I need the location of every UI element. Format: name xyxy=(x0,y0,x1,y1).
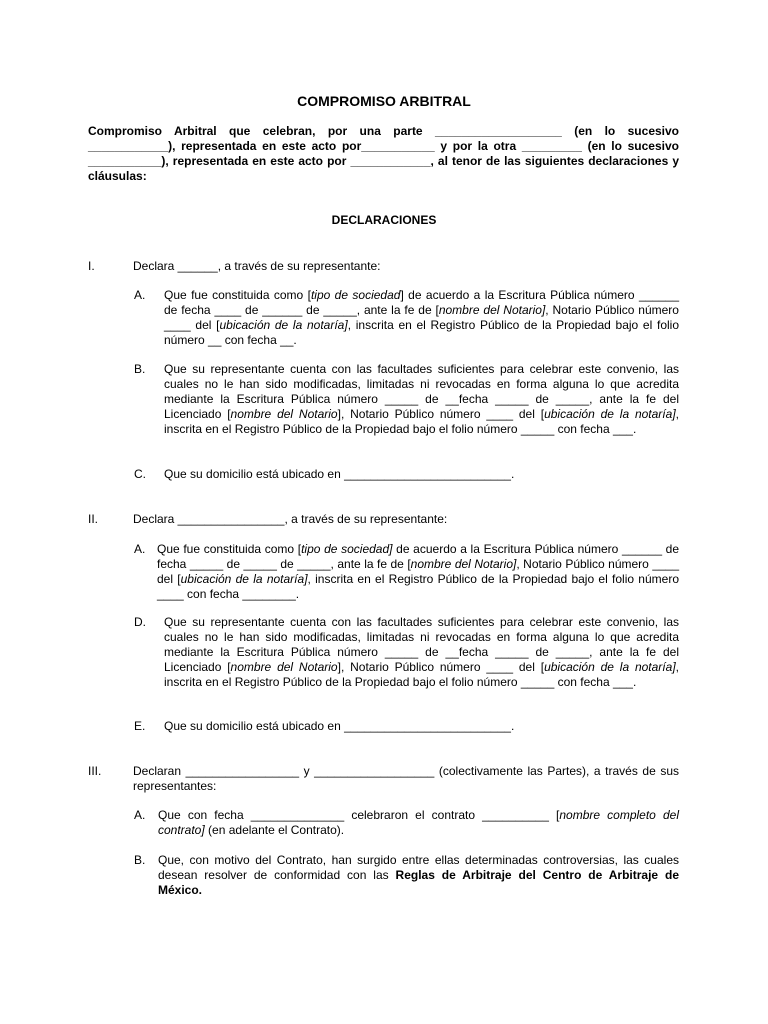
section-lead-ii: Declara ________________, a través de su representante: xyxy=(133,512,448,526)
section-numeral-ii: II. xyxy=(88,512,99,526)
intro-paragraph: Compromiso Arbitral que celebran, por una parte ___________________ (en lo sucesivo ____________), representada en este acto por___________ y por la otra _________ (en lo sucesivo ___________), representada en este acto por ____________, al tenor de las siguientes declaraciones y cláusulas: xyxy=(88,124,679,183)
item-text-ii-a: Que fue constituida como [tipo de sociedad] de acuerdo a la Escritura Pública número ______ de fecha _____ de _____ de _____, ante la fe de [nombre del Notario], Notario Público número ____ del [ubicación de la notaría], inscrita en el Registro Público de la Propiedad bajo el folio número ____ con fecha ________. xyxy=(157,542,680,601)
item-letter-ii-a: A. xyxy=(134,542,146,556)
item-letter-iii-b: B. xyxy=(134,853,146,867)
document-title: COMPROMISO ARBITRAL xyxy=(297,93,471,109)
item-text-i-c: Que su domicilio está ubicado en _________________________. xyxy=(164,467,515,481)
item-text-ii-e: Que su domicilio está ubicado en _________________________. xyxy=(164,719,515,733)
item-letter-ii-e: E. xyxy=(134,719,146,733)
item-letter-i-a: A. xyxy=(134,288,146,302)
item-letter-iii-a: A. xyxy=(134,808,146,822)
declaraciones-heading: DECLARACIONES xyxy=(331,213,437,227)
item-letter-ii-d: D. xyxy=(134,615,146,629)
section-lead-iii: Declaran _________________ y __________________ (colectivamente las Partes), a través de sus representantes: xyxy=(133,764,679,793)
item-text-iii-b: Que, con motivo del Contrato, han surgido entre ellas determinadas controversias, las cuales desean resolver de conformidad con las Reglas de Arbitraje del Centro de Arbitraje de México. xyxy=(158,853,680,897)
section-lead-i: Declara ______, a través de su representante: xyxy=(133,259,381,273)
item-text-ii-d: Que su representante cuenta con las facultades suficientes para celebrar este convenio, las cuales no le han sido modificadas, limitadas ni revocadas en forma alguna lo que acredita mediante la Escritura Pública número _____ de __fecha _____ de _____, ante la fe del Licenciado [nombre del Notario], Notario Público número ____ del [ubicación de la notaría], inscrita en el Registro Público de la Propiedad bajo el folio número _____ con fecha ___. xyxy=(164,615,679,689)
item-text-i-b: Que su representante cuenta con las facultades suficientes para celebrar este convenio, las cuales no le han sido modificadas, limitadas ni revocadas en forma alguna lo que acredita mediante la Escritura Pública número _____ de __fecha _____ de _____, ante la fe del Licenciado [nombre del Notario], Notario Público número ____ del [ubicación de la notaría], inscrita en el Registro Público de la Propiedad bajo el folio número _____ con fecha ___. xyxy=(164,362,679,436)
item-letter-i-b: B. xyxy=(134,362,146,376)
item-text-i-a: Que fue constituida como [tipo de sociedad] de acuerdo a la Escritura Pública número ______ de fecha ____ de ______ de _____, ante la fe de [nombre del Notario], Notario Público número ____ del [ubicación de la notaría], inscrita en el Registro Público de la Propiedad bajo el folio número __ con fecha __. xyxy=(164,288,680,347)
item-text-iii-a: Que con fecha ______________ celebraron el contrato __________ [nombre completo del contrato] (en adelante el Contrato). xyxy=(158,808,679,837)
item-letter-i-c: C. xyxy=(134,467,146,481)
section-numeral-iii: III. xyxy=(88,764,102,778)
section-numeral-i: I. xyxy=(88,259,95,273)
